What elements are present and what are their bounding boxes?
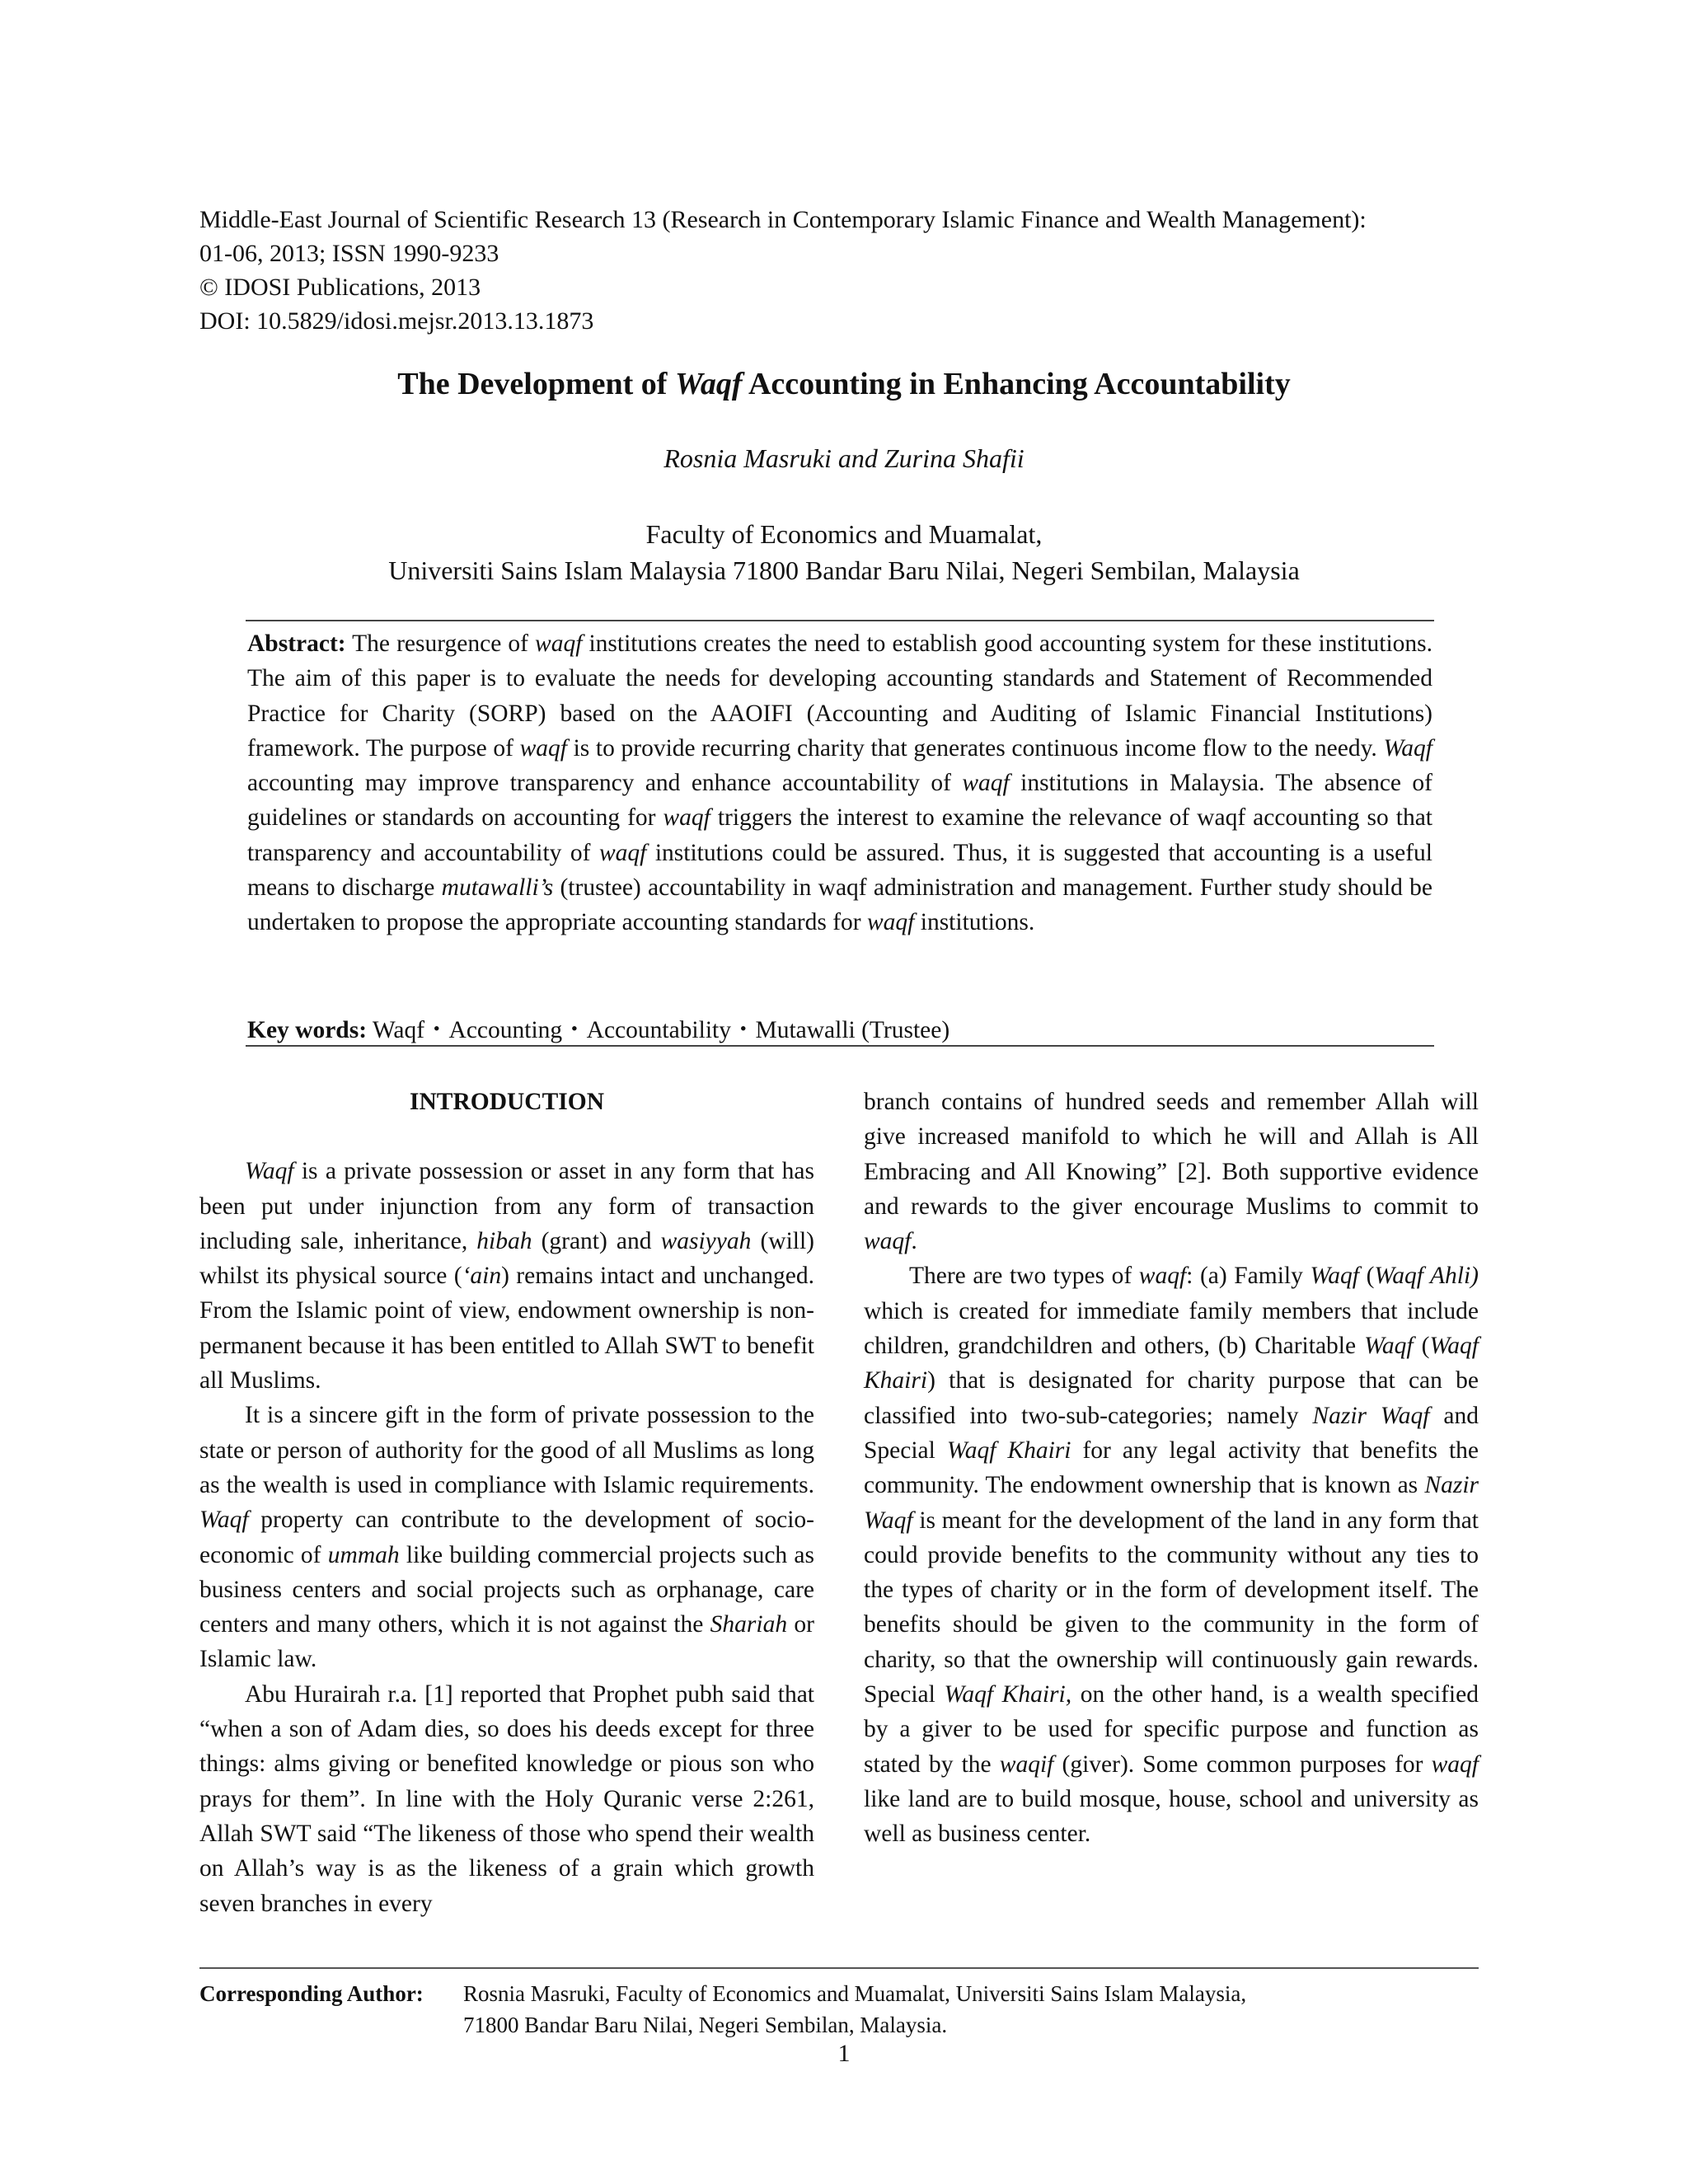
title-text: The Development of bbox=[397, 367, 675, 401]
publisher: © IDOSI Publications, 2013 bbox=[199, 274, 481, 301]
divider bbox=[246, 620, 1434, 621]
affiliation-line: Faculty of Economics and Muamalat, bbox=[645, 519, 1043, 549]
keywords-label: Key words: bbox=[247, 1017, 368, 1043]
paragraph: Waqf is a private possession or asset in any form that has been put under injunction from any form of transaction including sale, inheritance, hibah (grant) and wasiyyah (will) whilst its physical source (‘ain) remains intact and unchanged. From the Islamic point of view, endowment ownership is non-permanent because it has been entitled to Allah SWT to benefit all Muslims. bbox=[199, 1158, 815, 1394]
affiliation bbox=[0, 516, 1688, 588]
keywords-text: Waqf・Accounting・Accountability・Mutawalli (Trustee) bbox=[367, 1017, 950, 1043]
page-number: 1 bbox=[837, 2040, 851, 2067]
corresponding-author-line: 71800 Bandar Baru Nilai, Negeri Sembilan, Malaysia. bbox=[463, 2013, 948, 2037]
corresponding-author bbox=[199, 1978, 1246, 2041]
paper-title bbox=[0, 366, 1688, 402]
journal-header bbox=[199, 203, 1367, 338]
corresponding-author-label: Corresponding Author: bbox=[199, 1981, 424, 2006]
keywords bbox=[247, 1014, 1432, 1047]
journal-issue: 01-06, 2013; ISSN 1990-9233 bbox=[199, 240, 499, 267]
authors: Rosnia Masruki and Zurina Shafii bbox=[663, 443, 1025, 473]
title-italic: Waqf bbox=[674, 367, 743, 401]
doi: DOI: 10.5829/idosi.mejsr.2013.13.1873 bbox=[199, 307, 594, 335]
section-heading: INTRODUCTION bbox=[409, 1089, 605, 1115]
footer-divider bbox=[199, 1967, 1479, 1969]
abstract-label: Abstract: bbox=[247, 630, 346, 657]
paragraph: Abu Hurairah r.a. [1] reported that Prophet pubh said that “when a son of Adam dies, so does his deeds except for three things: alms giving or benefited knowledge or pious son who prays for them”. In line with the Holy Quranic verse 2:261, Allah SWT said “The likeness of those who spend their wealth on Allah’s way is as the likeness of a grain which growth seven branches in every bbox=[199, 1680, 814, 1917]
affiliation-line: Universiti Sains Islam Malaysia 71800 Bandar Baru Nilai, Negeri Sembilan, Malaysia bbox=[388, 555, 1300, 585]
journal-name: Middle-East Journal of Scientific Research 13 (Research in Contemporary Islamic Finance and Wealth Management): bbox=[199, 206, 1367, 233]
abstract: Abstract: The resurgence of waqf institutions creates the need to establish good accounting system for these institutions. The aim of this paper is to evaluate the needs for developing accounting standards and Statement of Recommended Practice for Charity (SORP) based on the AAOIFI (Accounting and Auditing of Islamic Financial Institutions) framework. The purpose of waqf is to provide recurring charity that generates continuous income flow to the needy. Waqf accounting may improve transparency and enhance accountability of waqf institutions in Malaysia. The absence of guidelines or standards on accounting for waqf triggers the interest to examine the relevance of waqf accounting so that transparency and accountability of waqf institutions could be assured. Thus, it is suggested that accounting is a useful means to discharge mutawalli’s (trustee) accountability in waqf administration and management. Further study should be undertaken to propose the appropriate accounting standards for waqf institutions. bbox=[247, 630, 1433, 936]
title-text: Accounting in Enhancing Accountability bbox=[742, 367, 1291, 401]
right-column bbox=[864, 1085, 1479, 1852]
paragraph: It is a sincere gift in the form of private possession to the state or person of authority for the good of all Muslims as long as the wealth is used in compliance with Islamic requirements. Waqf property can contribute to the development of socio-economic of ummah like building commercial projects such as business centers and social projects such as orphanage, care centers and many others, which it is not against the Shariah or Islamic law. bbox=[199, 1402, 814, 1673]
paragraph: branch contains of hundred seeds and remember Allah will give increased manifold to which he will and Allah is All Embracing and All Knowing” [2]. Both supportive evidence and rewards to the giver encourage Muslims to commit to waqf. bbox=[864, 1089, 1479, 1255]
left-column bbox=[199, 1085, 814, 1921]
paragraph: There are two types of waqf: (a) Family Waqf (Waqf Ahli) which is created for immediate family members that include children, grandchildren and others, (b) Charitable Waqf (Waqf Khairi) that is designated for charity purpose that can be classified into two-sub-categories; namely Nazir Waqf and Special Waqf Khairi for any legal activity that benefits the community. The endowment ownership that is known as Nazir Waqf is meant for the development of the land in any form that could provide benefits to the community without any ties to the types of charity or in the form of development itself. The benefits should be given to the community in the form of charity, so that the ownership will continuously gain rewards. Special Waqf Khairi, on the other hand, is a wealth specified by a giver to be used for specific purpose and function as stated by the waqif (giver). Some common purposes for waqf like land are to build mosque, house, school and university as well as business center. bbox=[864, 1263, 1479, 1848]
divider bbox=[246, 1045, 1434, 1047]
corresponding-author-line: Rosnia Masruki, Faculty of Economics and Muamalat, Universiti Sains Islam Malaysia, bbox=[463, 1981, 1247, 2006]
